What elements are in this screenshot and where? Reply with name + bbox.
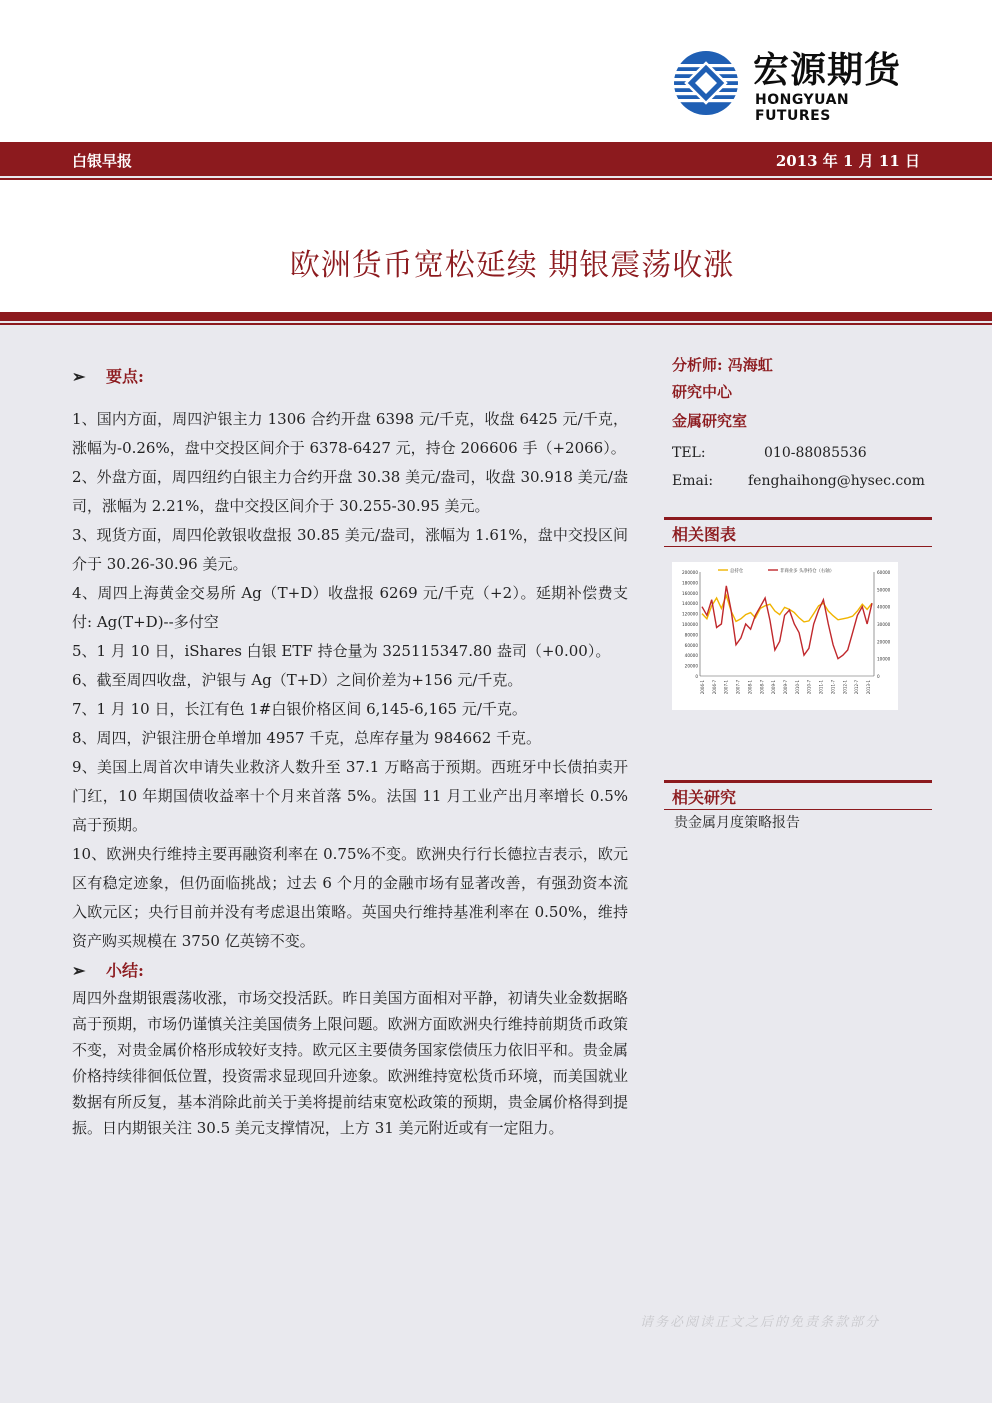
- chart-container: [672, 562, 898, 710]
- x-tick-label: 2009-1: [771, 680, 777, 695]
- left-tick-label: 20000: [684, 663, 698, 669]
- series-line-1: [702, 586, 872, 659]
- position-chart: [672, 562, 898, 710]
- left-tick-label: 180000: [682, 580, 698, 586]
- x-tick-label: 2008-1: [747, 680, 753, 695]
- x-tick-label: 2011-7: [830, 680, 836, 695]
- related-report-link[interactable]: 贵金属月度策略报告: [674, 815, 800, 831]
- summary-text: 周四外盘期银震荡收涨，市场交投活跃。昨日美国方面相对平静，初请失业金数据略高于预期，市场仍谨慎关注美国债务上限问题。欧洲方面欧洲央行维持前期货币政策不变，对贵金属价格形成较好支持。欧元区主要债务国家偿债压力依旧平和。贵金属价格持续徘徊低位置，投资需求显现回升迹象。欧洲维持宽松货币环境，而美国就业数据有所反复，基本消除此前关于美将提前结束宽松政策的预期，贵金属价格得到提振。日内期银关注 30.5 美元支撑情况，上方 31 美元附近或有一定阻力。: [72, 989, 628, 1137]
- x-tick-label: 2010-7: [806, 680, 812, 695]
- point-item: 4、周四上海黄金交易所 Ag（T+D）收盘报 6269 元/千克（+2）。延期补偿费支付: Ag(T+D)--多付空: [72, 584, 628, 631]
- logo-chinese-name: 宏源期货: [753, 50, 902, 91]
- tel-value: 010-88085536: [764, 445, 867, 461]
- left-tick-label: 60000: [684, 642, 698, 648]
- point-item: 7、1 月 10 日，长江有色 1#白银价格区间 6,145-6,165 元/千克。: [72, 700, 527, 718]
- point-item: 10、欧洲央行维持主要再融资利率在 0.75%不变。欧洲央行行长德拉吉表示，欧元区有稳定迹象，但仍面临挑战；过去 6 个月的金融市场有显著改善，有强劲资本流入欧元区；央行目前并没有考虑退出策略。英国央行维持基准利率在 0.50%，维持资产购买规模在 3750 亿英镑不变。: [72, 845, 628, 950]
- left-tick-label: 160000: [682, 590, 698, 596]
- divider: [0, 323, 992, 325]
- header-band: [0, 142, 992, 176]
- series-line-0: [702, 595, 872, 622]
- right-tick-label: 60000: [877, 570, 891, 575]
- right-tick-label: 40000: [877, 604, 891, 610]
- email-link[interactable]: fenghaihong@hysec.com: [748, 473, 925, 489]
- sidebar: [672, 352, 932, 495]
- left-tick-label: 80000: [684, 632, 698, 638]
- email-label: Emai:: [672, 473, 714, 489]
- x-tick-label: 2007-1: [723, 680, 729, 695]
- legend-label: 总持仓: [730, 569, 744, 574]
- points-heading: [72, 362, 628, 391]
- right-tick-label: 20000: [877, 639, 891, 645]
- disclaimer-footer: 请务必阅读正文之后的免责条款部分: [640, 1315, 881, 1330]
- research-section-heading: [664, 780, 932, 810]
- x-tick-label: 2013-1: [866, 680, 871, 695]
- points-heading-label: 要点:: [106, 367, 144, 386]
- summary-heading-label: 小结:: [106, 961, 144, 980]
- x-tick-label: 2012-1: [842, 680, 848, 695]
- point-item: 9、美国上周首次申请失业救济人数升至 37.1 万略高于预期。西班牙中长债拍卖开门红，10 年期国债收益率十个月来首落 5%。法国 11 月工业产出月率增长 0.5%高于预期。: [72, 758, 628, 834]
- right-tick-label: 0: [877, 674, 880, 679]
- summary-heading: [72, 956, 628, 985]
- left-tick-label: 100000: [682, 622, 698, 627]
- left-tick-label: 40000: [684, 653, 698, 659]
- x-tick-label: 2009-7: [783, 680, 788, 695]
- report-date: 2013 年 1 月 11 日: [775, 152, 920, 170]
- point-item: 6、截至周四收盘，沪银与 Ag（T+D）之间价差为+156 元/千克。: [72, 671, 523, 689]
- main-content: [72, 362, 628, 1141]
- company-logo: [673, 48, 923, 124]
- logo-mark-icon: [673, 50, 739, 116]
- tel-label: TEL:: [672, 445, 706, 461]
- right-tick-label: 30000: [877, 622, 891, 627]
- analyst-name: 分析师: 冯海虹: [672, 356, 773, 374]
- x-tick-label: 2011-1: [818, 680, 824, 695]
- arrow-bullet-icon: ➢: [72, 961, 86, 980]
- x-tick-label: 2006-1: [700, 680, 705, 695]
- research-section-label: 相关研究: [672, 788, 737, 807]
- page-title: 欧洲货币宽松延续 期银震荡收涨: [289, 248, 735, 283]
- chart-section-heading: [664, 517, 932, 547]
- left-tick-label: 200000: [682, 570, 698, 575]
- left-tick-label: 0: [695, 674, 698, 679]
- chart-section-label: 相关图表: [672, 525, 737, 544]
- x-tick-label: 2006-7: [711, 680, 717, 695]
- page-header: [0, 0, 992, 142]
- tel-row: [672, 439, 932, 467]
- right-tick-label: 10000: [877, 656, 891, 662]
- point-item: 8、周四，沪银注册仓单增加 4957 千克，总库存量为 984662 千克。: [72, 729, 542, 747]
- left-tick-label: 140000: [682, 601, 698, 607]
- point-item: 2、外盘方面，周四纽约白银主力合约开盘 30.38 美元/盎司，收盘 30.918 美元/盎司，涨幅为 2.21%，盘中交投区间介于 30.255-30.95 美元。: [72, 468, 628, 515]
- report-type: 白银早报: [72, 152, 133, 170]
- x-tick-label: 2007-7: [735, 680, 741, 695]
- sub-department: 金属研究室: [672, 412, 748, 430]
- email-row: [672, 467, 932, 495]
- right-tick-label: 50000: [877, 587, 891, 593]
- logo-english-name: HONGYUAN FUTURES: [755, 92, 850, 124]
- legend-label: 非商业多 头净持仓（右轴）: [780, 569, 835, 574]
- x-tick-label: 2012-7: [854, 680, 860, 695]
- arrow-bullet-icon: ➢: [72, 367, 86, 386]
- point-item: 5、1 月 10 日，iShares 白银 ETF 持仓量为 325115347.80 盎司（+0.00）。: [72, 642, 611, 660]
- x-tick-label: 2010-1: [794, 680, 800, 695]
- x-tick-label: 2008-7: [759, 680, 765, 695]
- department: 研究中心: [672, 383, 733, 401]
- point-item: 3、现货方面，周四伦敦银收盘报 30.85 美元/盎司，涨幅为 1.61%，盘中交投区间介于 30.26-30.96 美元。: [72, 526, 628, 573]
- divider: [0, 312, 992, 321]
- point-item: 1、国内方面，周四沪银主力 1306 合约开盘 6398 元/千克，收盘 6425 元/千克，涨幅为-0.26%，盘中交投区间介于 6378-6427 元，持仓 206606 手（+2066）。: [72, 410, 628, 457]
- left-tick-label: 120000: [682, 611, 698, 617]
